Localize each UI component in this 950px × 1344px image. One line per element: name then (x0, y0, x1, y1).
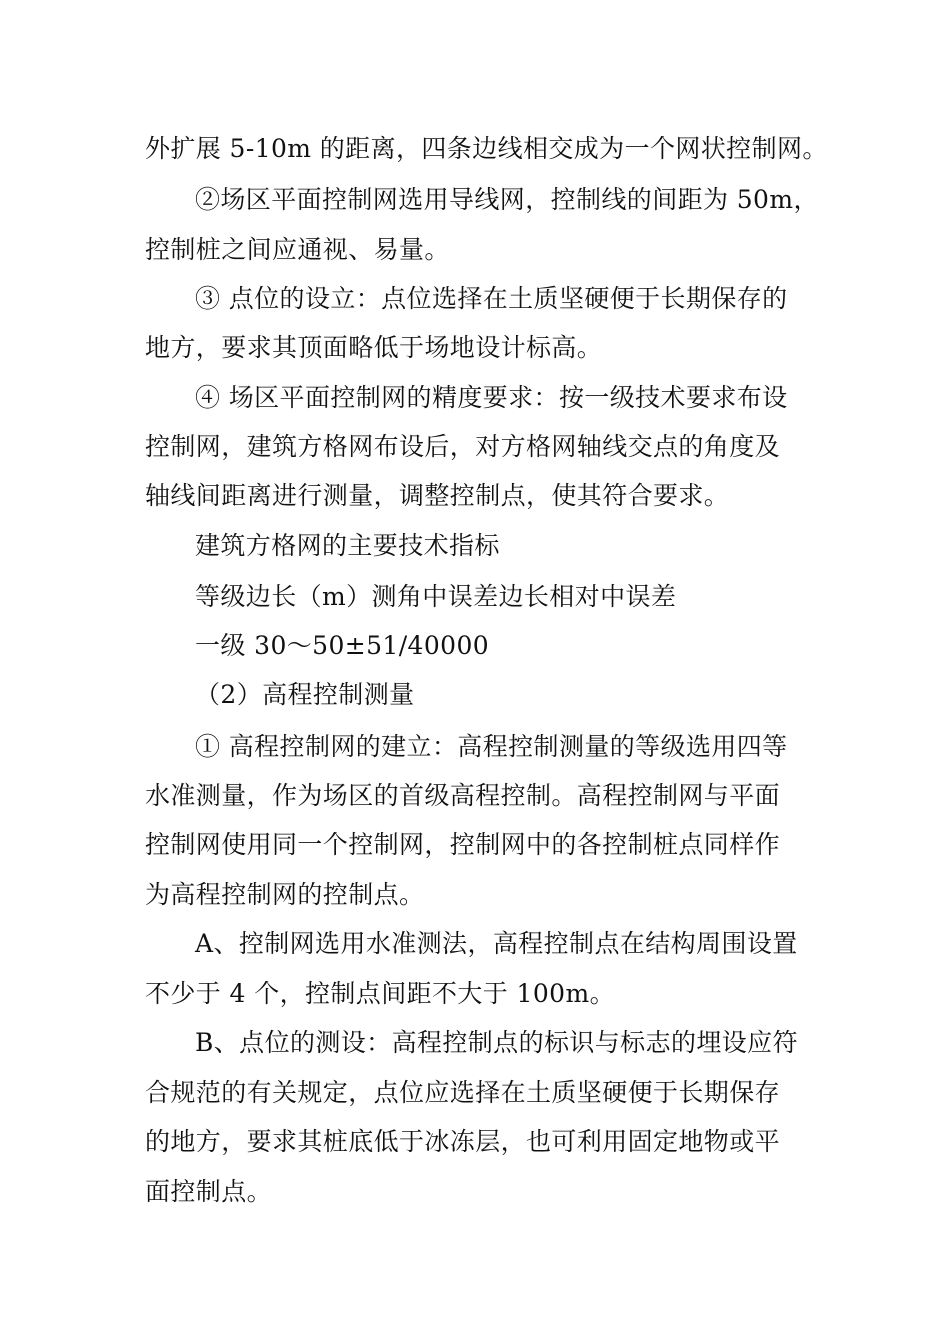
body-line: 合规范的有关规定，点位应选择在土质坚硬便于长期保存 (145, 1078, 781, 1107)
body-line: 面控制点。 (145, 1177, 273, 1206)
body-line: 为高程控制网的控制点。 (145, 880, 425, 909)
body-line: 不少于 4 个，控制点间距不大于 100m。 (145, 979, 615, 1008)
body-line: ① 高程控制网的建立：高程控制测量的等级选用四等 (195, 732, 788, 761)
body-line: B、点位的测设：高程控制点的标识与标志的埋设应符 (195, 1028, 798, 1057)
body-line: 控制网使用同一个控制网，控制网中的各控制桩点同样作 (145, 830, 781, 859)
body-line: ④ 场区平面控制网的精度要求：按一级技术要求布设 (195, 383, 788, 412)
body-line: A、控制网选用水准测法，高程控制点在结构周围设置 (195, 929, 798, 958)
body-line: 轴线间距离进行测量，调整控制点，使其符合要求。 (145, 481, 730, 510)
table-title: 建筑方格网的主要技术指标 (195, 531, 500, 560)
body-line: 控制网，建筑方格网布设后，对方格网轴线交点的角度及 (145, 432, 781, 461)
body-line: ③ 点位的设立：点位选择在土质坚硬便于长期保存的 (195, 284, 788, 313)
body-line: 水准测量，作为场区的首级高程控制。高程控制网与平面 (145, 781, 781, 810)
body-line: 外扩展 5-10m 的距离，四条边线相交成为一个网状控制网。 (145, 134, 828, 163)
body-line: 控制桩之间应通视、易量。 (145, 235, 450, 264)
body-line: 地方，要求其顶面略低于场地设计标高。 (145, 333, 603, 362)
body-line: ②场区平面控制网选用导线网，控制线的间距为 50m， (195, 185, 819, 214)
table-header: 等级边长（m）测角中误差边长相对中误差 (195, 582, 677, 611)
section-heading: （2）高程控制测量 (195, 680, 415, 709)
body-line: 的地方，要求其桩底低于冰冻层，也可利用固定地物或平 (145, 1127, 781, 1156)
table-row: 一级 30～50±51/40000 (195, 631, 490, 660)
